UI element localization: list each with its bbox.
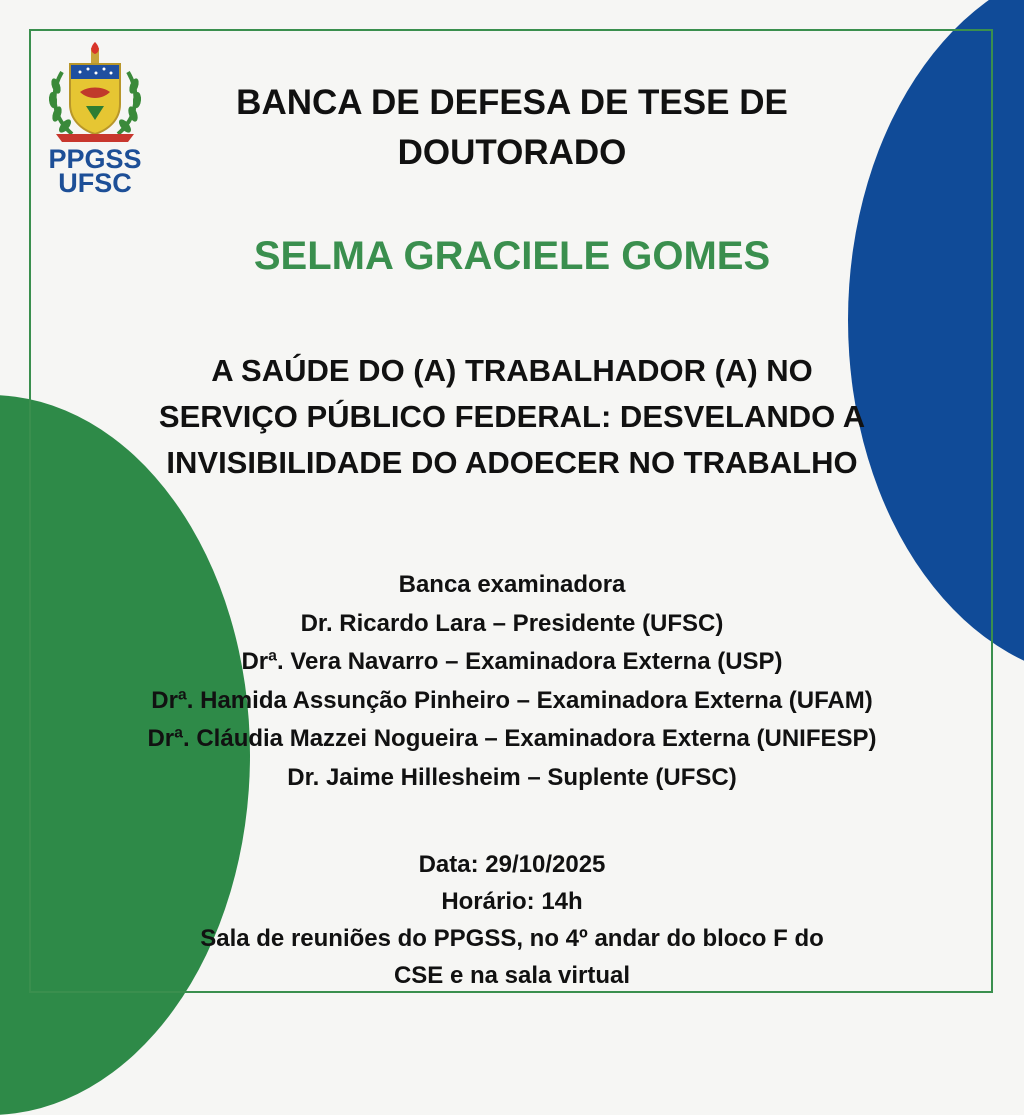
thesis-title: [100, 348, 924, 486]
logo-ppgss-text: PPGSS: [48, 144, 142, 174]
committee-title: Banca examinadora: [398, 571, 626, 598]
committee-member: Drª. Cláudia Mazzei Nogueira – Examinadora Externa (UNIFESP): [147, 725, 877, 752]
thesis-line-3: INVISIBILIDADE DO ADOECER NO TRABALHO: [166, 445, 858, 480]
committee-member: Dr. Ricardo Lara – Presidente (UFSC): [300, 609, 724, 637]
event-location-line-2: CSE e na sala virtual: [393, 962, 631, 989]
event-time: Horário: 14h: [441, 888, 583, 915]
candidate-name: SELMA GRACIELE GOMES: [253, 234, 771, 278]
event-location-line-1: Sala de reuniões do PPGSS, no 4º andar do bloco F do: [200, 925, 824, 952]
committee-member: Drª. Hamida Assunção Pinheiro – Examinadora Externa (UFAM): [151, 686, 873, 714]
title-line-2: DOUTORADO: [397, 133, 627, 172]
logo-ufsc-text: UFSC: [58, 168, 132, 198]
event-date: Data: 29/10/2025: [418, 851, 606, 878]
title-line-1: BANCA DE DEFESA DE TESE DE: [236, 83, 788, 122]
committee-member: Dr. Jaime Hillesheim – Suplente (UFSC): [287, 763, 737, 791]
event-info: [120, 846, 904, 994]
page-title: [190, 78, 834, 178]
thesis-line-1: A SAÚDE DO (A) TRABALHADOR (A) NO: [211, 353, 813, 388]
committee-member: Drª. Vera Navarro – Examinadora Externa (USP): [241, 648, 783, 675]
thesis-line-2: SERVIÇO PÚBLICO FEDERAL: DESVELANDO A: [158, 399, 866, 434]
examining-committee: [40, 566, 984, 797]
